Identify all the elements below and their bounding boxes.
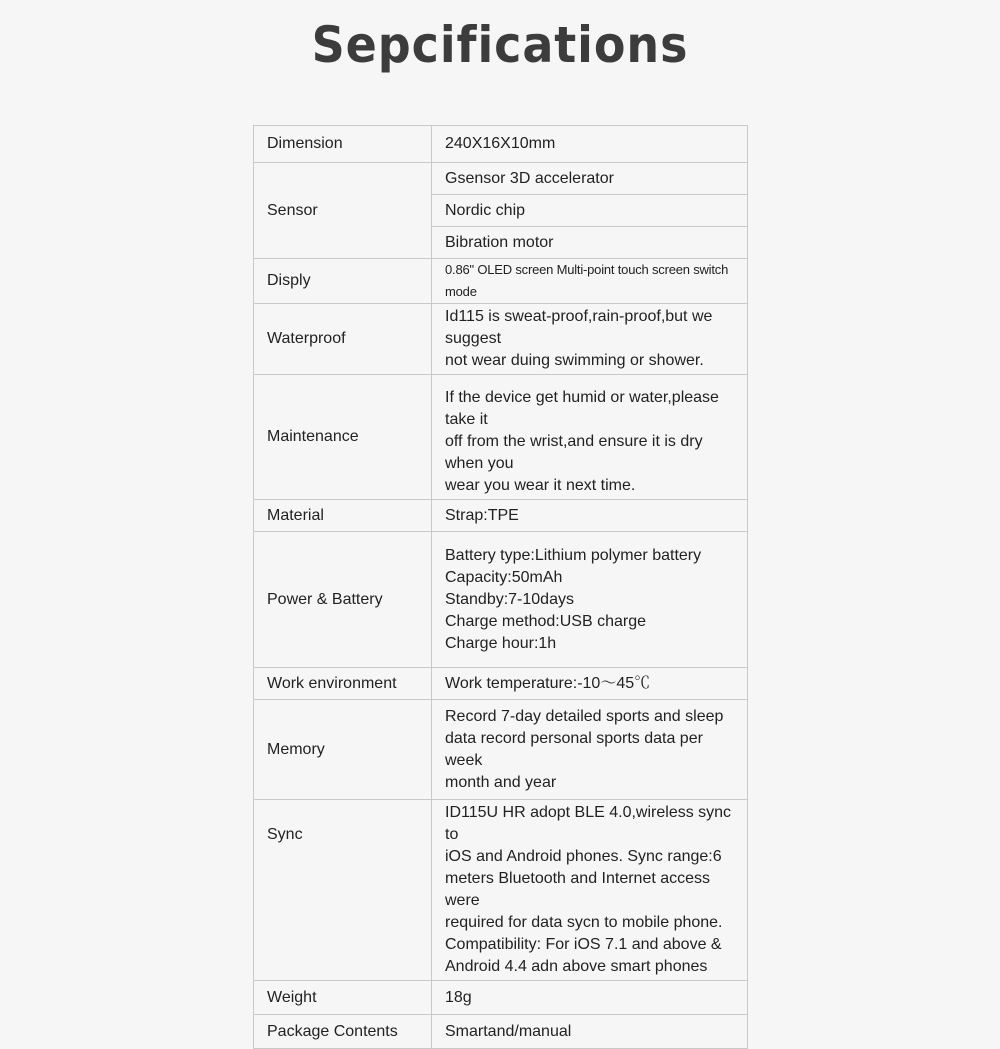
row-value-package-contents: Smartand/manual (432, 1015, 748, 1049)
table-row (254, 1015, 748, 1049)
row-label-memory: Memory (254, 700, 432, 800)
row-value-sensor-2: Nordic chip (432, 195, 748, 227)
line: wear you wear it next time. (445, 477, 636, 494)
table-row (254, 500, 748, 532)
line: iOS and Android phones. Sync range:6 (445, 848, 722, 865)
row-label-work-environment: Work environment (254, 668, 432, 700)
line: Charge hour:1h (445, 634, 557, 652)
line: data record personal sports data per week (445, 729, 703, 769)
line: Record 7-day detailed sports and sleep (445, 707, 724, 725)
table-row (254, 668, 748, 700)
line: Battery type:Lithium polymer battery (445, 546, 702, 564)
line: off from the wrist,and ensure it is dry when you (445, 433, 703, 472)
table-row (254, 259, 748, 304)
row-value-memory (432, 700, 748, 800)
line: ID115U HR adopt BLE 4.0,wireless sync to (445, 804, 732, 843)
row-label-sync: Sync (254, 800, 432, 981)
row-value-waterproof (432, 304, 748, 375)
line: Compatibility: For iOS 7.1 and above & (445, 936, 722, 953)
row-label-material: Material (254, 500, 432, 532)
row-value-maintenance (432, 375, 748, 500)
row-value-sensor-3: Bibration motor (432, 227, 748, 259)
row-label-maintenance: Maintenance (254, 375, 432, 500)
row-value-power-battery (432, 532, 748, 668)
row-value-work-environment: Work temperature:-10～45℃ (432, 668, 748, 700)
table-row (254, 981, 748, 1015)
line: required for data sycn to mobile phone. (445, 914, 723, 931)
table-row (254, 126, 748, 163)
row-value-weight: 18g (432, 981, 748, 1015)
row-value-display: 0.86" OLED screen Multi-point touch screen switch mode (432, 259, 748, 304)
row-label-sensor: Sensor (254, 163, 432, 259)
table-row (254, 375, 748, 500)
row-label-waterproof: Waterproof (254, 304, 432, 375)
line: Capacity:50mAh (445, 568, 563, 586)
line: Standby:7-10days (445, 590, 574, 608)
row-label-dimension: Dimension (254, 126, 432, 163)
row-label-display: Disply (254, 259, 432, 304)
table-row (254, 304, 748, 375)
table-row (254, 700, 748, 800)
spec-table (253, 125, 748, 1049)
line: Id115 is sweat-proof,rain-proof,but we suggest (445, 308, 713, 347)
line: month and year (445, 773, 557, 791)
line: Charge method:USB charge (445, 612, 646, 630)
row-value-material: Strap:TPE (432, 500, 748, 532)
row-value-sensor-1: Gsensor 3D accelerator (432, 163, 748, 195)
table-row (254, 800, 748, 981)
row-value-sync (432, 800, 748, 981)
line: If the device get humid or water,please take it (445, 389, 719, 428)
page-title: Sepcifications (311, 16, 689, 74)
table-row (254, 163, 748, 195)
line: not wear duing swimming or shower. (445, 352, 704, 369)
row-value-dimension: 240X16X10mm (432, 126, 748, 163)
line: Android 4.4 adn above smart phones (445, 958, 708, 975)
row-label-package-contents: Package Contents (254, 1015, 432, 1049)
line: meters Bluetooth and Internet access were (445, 870, 711, 909)
row-label-weight: Weight (254, 981, 432, 1015)
row-label-power-battery: Power & Battery (254, 532, 432, 668)
table-row (254, 532, 748, 668)
